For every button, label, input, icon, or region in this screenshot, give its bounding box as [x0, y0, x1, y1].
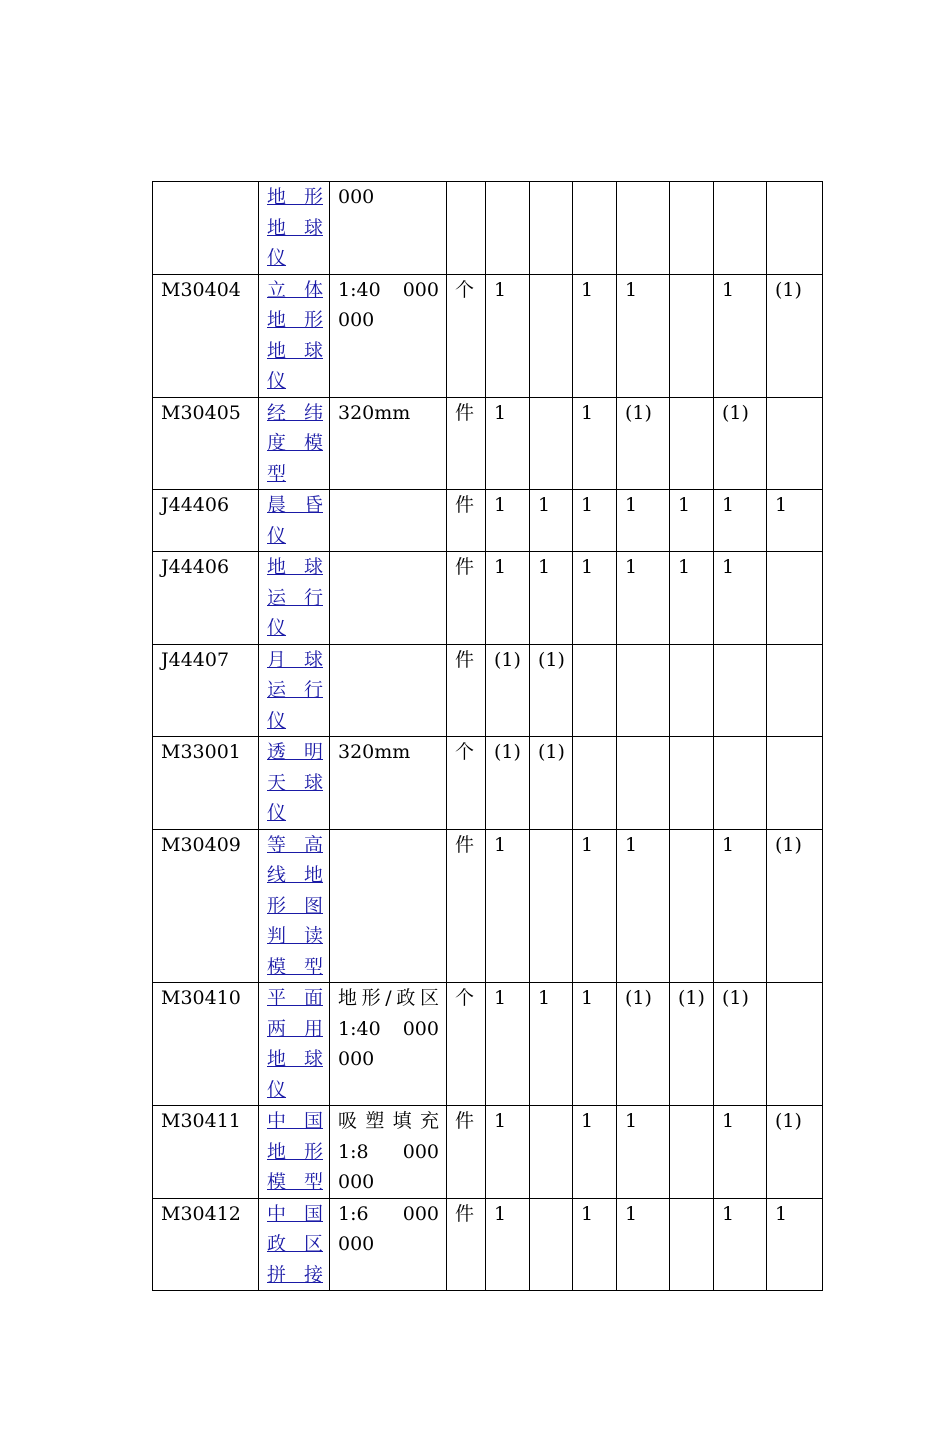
quantity-cell: (1) — [714, 397, 767, 490]
quantity-cell — [670, 1106, 714, 1199]
quantity-cell: 1 — [767, 490, 823, 552]
quantity-cell — [767, 983, 823, 1106]
quantity-cell: 1 — [486, 1106, 530, 1199]
quantity-cell: 1 — [714, 552, 767, 645]
quantity-cell: 1 — [530, 490, 573, 552]
table-row — [153, 274, 823, 397]
quantity-cell — [670, 182, 714, 275]
quantity-cell: (1) — [617, 397, 670, 490]
quantity-cell: 1 — [486, 983, 530, 1106]
quantity-cell — [573, 182, 617, 275]
quantity-cell: 1 — [530, 983, 573, 1106]
quantity-cell — [617, 182, 670, 275]
code-cell: M30410 — [153, 983, 259, 1106]
quantity-cell — [767, 737, 823, 830]
quantity-cell: 1 — [573, 1106, 617, 1199]
quantity-cell: 1 — [573, 397, 617, 490]
unit-cell: 个 — [447, 274, 486, 397]
quantity-cell: 1 — [767, 1198, 823, 1291]
quantity-cell: 1 — [617, 1198, 670, 1291]
quantity-cell: 1 — [486, 1198, 530, 1291]
spec-text: 地形/政区 1:40 000 000 — [338, 987, 439, 1070]
quantity-cell — [767, 182, 823, 275]
spec-text: 000 — [338, 186, 375, 208]
equipment-name-link[interactable]: 中 国 政 区 拼 接 — [267, 1202, 323, 1286]
quantity-cell: 1 — [714, 490, 767, 552]
quantity-cell — [530, 1106, 573, 1199]
table-row — [153, 644, 823, 737]
code-cell — [153, 182, 259, 275]
quantity-cell — [670, 644, 714, 737]
unit-cell: 件 — [447, 1198, 486, 1291]
quantity-cell: 1 — [573, 829, 617, 983]
quantity-cell: (1) — [486, 644, 530, 737]
quantity-cell: 1 — [486, 552, 530, 645]
quantity-cell: 1 — [617, 490, 670, 552]
quantity-cell: 1 — [714, 829, 767, 983]
quantity-cell: (1) — [486, 737, 530, 830]
quantity-cell — [767, 397, 823, 490]
table-row — [153, 552, 823, 645]
quantity-cell: 1 — [573, 1198, 617, 1291]
quantity-cell: (1) — [767, 829, 823, 983]
table-row — [153, 737, 823, 830]
quantity-cell: 1 — [714, 274, 767, 397]
name-cell — [259, 182, 330, 275]
spec-cell — [330, 1106, 447, 1199]
quantity-cell — [530, 274, 573, 397]
quantity-cell: 1 — [486, 490, 530, 552]
quantity-cell: (1) — [670, 983, 714, 1106]
quantity-cell — [670, 737, 714, 830]
table-row — [153, 1106, 823, 1199]
equipment-name-link[interactable]: 经 纬 度 模 型 — [267, 401, 323, 485]
table-row — [153, 1198, 823, 1291]
quantity-cell: 1 — [486, 397, 530, 490]
equipment-name-link[interactable]: 立 体 地 形 地 球 仪 — [267, 278, 323, 392]
spec-text: 320mm — [338, 401, 411, 424]
code-cell: M30412 — [153, 1198, 259, 1291]
equipment-table — [152, 181, 823, 1291]
quantity-cell: 1 — [617, 829, 670, 983]
spec-cell — [330, 1198, 447, 1291]
quantity-cell — [530, 397, 573, 490]
quantity-cell — [670, 274, 714, 397]
quantity-cell — [670, 829, 714, 983]
quantity-cell: (1) — [530, 644, 573, 737]
code-cell: M30411 — [153, 1106, 259, 1199]
quantity-cell: 1 — [617, 1106, 670, 1199]
spec-cell — [330, 829, 447, 983]
equipment-name-link[interactable]: 等 高 线 地 形 图 判 读 模型 — [267, 833, 323, 978]
quantity-cell — [714, 182, 767, 275]
quantity-cell: 1 — [670, 552, 714, 645]
quantity-cell: (1) — [714, 983, 767, 1106]
spec-text: 1:40 000 000 — [338, 278, 439, 331]
equipment-name-link[interactable]: 月 球 运 行 仪 — [267, 648, 323, 732]
spec-cell — [330, 644, 447, 737]
name-cell — [259, 552, 330, 645]
unit-cell: 件 — [447, 829, 486, 983]
quantity-cell — [714, 644, 767, 737]
name-cell — [259, 1106, 330, 1199]
name-cell — [259, 274, 330, 397]
name-cell — [259, 737, 330, 830]
name-cell — [259, 644, 330, 737]
code-cell: M30404 — [153, 274, 259, 397]
quantity-cell: 1 — [573, 552, 617, 645]
spec-text: 1:6 000 000 — [338, 1202, 439, 1255]
table-row — [153, 829, 823, 983]
quantity-cell — [617, 644, 670, 737]
spec-cell — [330, 983, 447, 1106]
quantity-cell — [573, 644, 617, 737]
table-row — [153, 490, 823, 552]
quantity-cell: 1 — [486, 829, 530, 983]
code-cell: M30405 — [153, 397, 259, 490]
spec-cell — [330, 274, 447, 397]
code-cell: M30409 — [153, 829, 259, 983]
quantity-cell: (1) — [617, 983, 670, 1106]
quantity-cell: 1 — [486, 274, 530, 397]
spec-cell — [330, 737, 447, 830]
unit-cell: 件 — [447, 397, 486, 490]
quantity-cell — [530, 1198, 573, 1291]
unit-cell: 个 — [447, 983, 486, 1106]
equipment-name-link[interactable]: 平 面 两 用 地 球 仪 — [267, 987, 323, 1101]
spec-text: 吸塑填充 1:8 000 000 — [338, 1110, 439, 1193]
quantity-cell: 1 — [617, 274, 670, 397]
spec-text: 320mm — [338, 741, 411, 763]
unit-cell: 件 — [447, 1106, 486, 1199]
quantity-cell: 1 — [714, 1198, 767, 1291]
quantity-cell — [573, 737, 617, 830]
code-cell: J44407 — [153, 644, 259, 737]
quantity-cell: 1 — [670, 490, 714, 552]
spec-cell — [330, 552, 447, 645]
table-row — [153, 983, 823, 1106]
quantity-cell — [530, 182, 573, 275]
quantity-cell — [714, 737, 767, 830]
equipment-name-link[interactable]: 地 球 运 行 仪 — [267, 556, 323, 639]
unit-cell — [447, 182, 486, 275]
quantity-cell — [767, 552, 823, 645]
quantity-cell: 1 — [573, 983, 617, 1106]
code-cell: J44406 — [153, 552, 259, 645]
unit-cell: 件 — [447, 490, 486, 552]
quantity-cell — [486, 182, 530, 275]
quantity-cell — [670, 1198, 714, 1291]
equipment-name-link[interactable]: 中 国 地 形 模型 — [267, 1110, 323, 1193]
equipment-name-link[interactable]: 晨 昏 仪 — [267, 494, 323, 547]
quantity-cell: 1 — [573, 490, 617, 552]
quantity-cell: (1) — [767, 274, 823, 397]
name-cell — [259, 983, 330, 1106]
quantity-cell: 1 — [573, 274, 617, 397]
quantity-cell — [767, 644, 823, 737]
spec-cell — [330, 490, 447, 552]
quantity-cell — [530, 829, 573, 983]
quantity-cell: (1) — [530, 737, 573, 830]
quantity-cell — [617, 737, 670, 830]
spec-cell — [330, 182, 447, 275]
unit-cell: 件 — [447, 552, 486, 645]
name-cell — [259, 1198, 330, 1291]
name-cell — [259, 829, 330, 983]
code-cell: J44406 — [153, 490, 259, 552]
quantity-cell — [670, 397, 714, 490]
quantity-cell: 1 — [617, 552, 670, 645]
unit-cell: 件 — [447, 644, 486, 737]
equipment-name-link[interactable]: 透 明 天 球 仪 — [267, 741, 323, 824]
table-row — [153, 182, 823, 275]
quantity-cell: (1) — [767, 1106, 823, 1199]
table-row — [153, 397, 823, 490]
quantity-cell: 1 — [530, 552, 573, 645]
table-body — [153, 182, 823, 1291]
name-cell — [259, 490, 330, 552]
equipment-name-link[interactable]: 地 形 地 球 仪 — [267, 186, 323, 269]
quantity-cell: 1 — [714, 1106, 767, 1199]
code-cell: M33001 — [153, 737, 259, 830]
unit-cell: 个 — [447, 737, 486, 830]
spec-cell — [330, 397, 447, 490]
name-cell — [259, 397, 330, 490]
